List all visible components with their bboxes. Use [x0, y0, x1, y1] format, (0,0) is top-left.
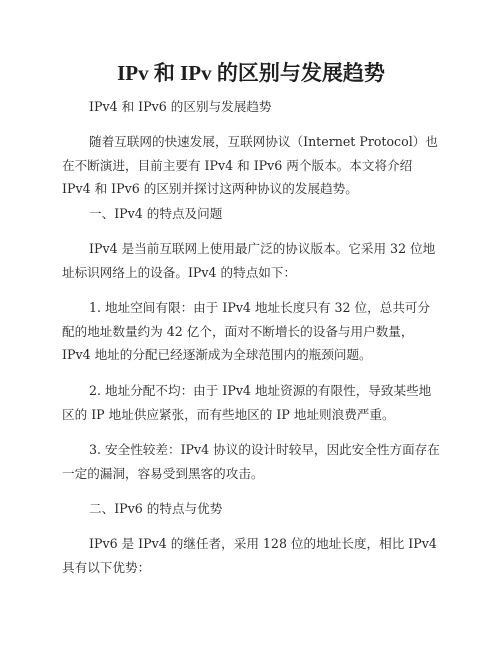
point-1-paragraph: 1. 地址空间有限：由于 IPv4 地址长度只有 32 位，总共可分配的地址数量约为 42 亿个，面对不断增长的设备与用户数量，IPv4 地址的分配已经逐渐成为全球范围内的瓶颈问题。: [62, 300, 431, 362]
document-subtitle: IPv4 和 IPv6 的区别与发展趋势: [89, 99, 272, 114]
section-2-intro-paragraph: IPv6 是 IPv4 的继任者，采用 128 位的地址长度，相比 IPv4 具有以下优势：: [62, 536, 437, 575]
section-1-heading: 一、IPv4 的特点及问题: [89, 206, 223, 221]
intro-paragraph: 随着互联网的快速发展，互联网协议（Internet Protocol）也在不断演进，目前主要有 IPv4 和 IPv6 两个版本。本文将介绍 IPv4 和 IPv6 的区别并探讨这两种协议的发展趋势。: [62, 134, 438, 196]
section-1-intro-paragraph: IPv4 是当前互联网上使用最广泛的协议版本。它采用 32 位地址标识网络上的设备。IPv4 的特点如下：: [62, 241, 436, 280]
section-2-heading: 二、IPv6 的特点与优势: [89, 501, 223, 516]
point-2-paragraph: 2. 地址分配不均：由于 IPv4 地址资源的有限性，导致某些地区的 IP 地址供应紧张，而有些地区的 IP 地址则浪费严重。: [62, 383, 432, 422]
point-3-paragraph: 3. 安全性较差：IPv4 协议的设计时较早，因此安全性方面存在一定的漏洞，容易受到黑客的攻击。: [62, 442, 440, 481]
page-title: IPv 和 IPv 的区别与发展趋势: [117, 61, 385, 85]
